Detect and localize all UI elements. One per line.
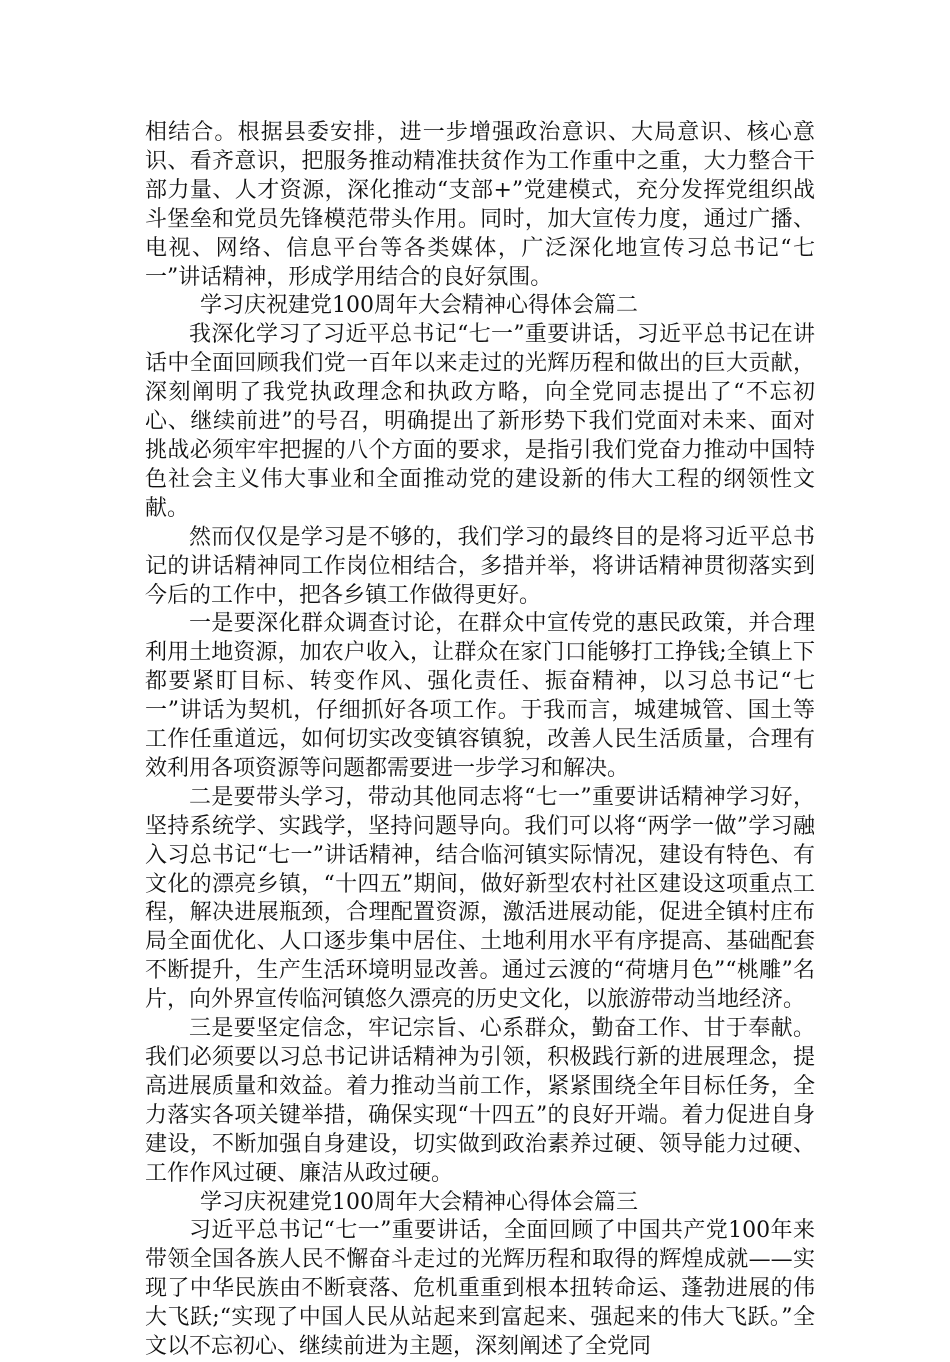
section-heading-part-three: 学习庆祝建党100周年大会精神心得体会篇三: [200, 1189, 638, 1215]
paragraph: 我深化学习了习近平总书记“七一”重要讲话，习近平总书记在讲话中全面回顾我们党一百年以来走过的光辉历程和做出的巨大贡献，深刻阐明了我党执政理念和执政方略，向全党同志提出了“不忘初心、继续前进”的号召，明确提出了新形势下我们党面对未来、面对挑战必须牢牢把握的八个方面的要求，是指引我们党奋力推动中国特色社会主义伟大事业和全面推动党的建设新的伟大工程的纲领性文献。: [145, 322, 815, 521]
section-heading-part-two: 学习庆祝建党100周年大会精神心得体会篇二: [200, 293, 638, 319]
paragraph-continuation: 相结合。根据县委安排，进一步增强政治意识、大局意识、核心意识、看齐意识，把服务推动精准扶贫作为工作重中之重，大力整合干部力量、人才资源，深化推动“支部+”党建模式，充分发挥党组织战斗堡垒和党员先锋模范带头作用。同时，加大宣传力度，通过广播、电视、网络、信息平台等各类媒体，广泛深化地宣传习总书记“七一”讲话精神，形成学用结合的良好氛围。: [145, 120, 815, 290]
paragraph: 三是要坚定信念，牢记宗旨、心系群众，勤奋工作、甘于奉献。我们必须要以习总书记讲话精神为引领，积极践行新的进展理念，提高进展质量和效益。着力推动当前工作，紧紧围绕全年目标任务，全力落实各项关键举措，确保实现“十四五”的良好开端。着力促进自身建设，不断加强自身建设，切实做到政治素养过硬、领导能力过硬、工作作风过硬、廉洁从政过硬。: [145, 1016, 815, 1186]
paragraph: 习近平总书记“七一”重要讲话，全面回顾了中国共产党100年来带领全国各族人民不懈奋斗走过的光辉历程和取得的辉煌成就——实现了中华民族由不断衰落、危机重重到根本扭转命运、蓬勃进展的伟大飞跃;“实现了中国人民从站起来到富起来、强起来的伟大飞跃。”全文以不忘初心、继续前进为主题，深刻阐述了全党同: [145, 1218, 815, 1360]
paragraph: 然而仅仅是学习是不够的，我们学习的最终目的是将习近平总书记的讲话精神同工作岗位相结合，多措并举，将讲话精神贯彻落实到今后的工作中，把各乡镇工作做得更好。: [145, 524, 815, 608]
paragraph: 一是要深化群众调查讨论，在群众中宣传党的惠民政策，并合理利用土地资源，加农户收入，让群众在家门口能够打工挣钱;全镇上下都要紧盯目标、转变作风、强化责任、振奋精神，以习总书记“七一”讲话为契机，仔细抓好各项工作。于我而言，城建城管、国土等工作任重道远，如何切实改变镇容镇貌，改善人民生活质量，合理有效利用各项资源等问题都需要进一步学习和解决。: [145, 611, 815, 781]
document-body: [145, 119, 815, 1362]
paragraph: 二是要带头学习，带动其他同志将“七一”重要讲话精神学习好，坚持系统学、实践学，坚持问题导向。我们可以将“两学一做”学习融入习总书记“七一”讲话精神，结合临河镇实际情况，建设有特色、有文化的漂亮乡镇，“十四五”期间，做好新型农村社区建设这项重点工程，解决进展瓶颈，合理配置资源，激活进展动能，促进全镇村庄布局全面优化、人口逐步集中居住、土地利用水平有序提高、基础配套不断提升，生产生活环境明显改善。通过云渡的“荷塘月色”“桃雕”名片，向外界宣传临河镇悠久漂亮的历史文化，以旅游带动当地经济。: [145, 784, 815, 1013]
